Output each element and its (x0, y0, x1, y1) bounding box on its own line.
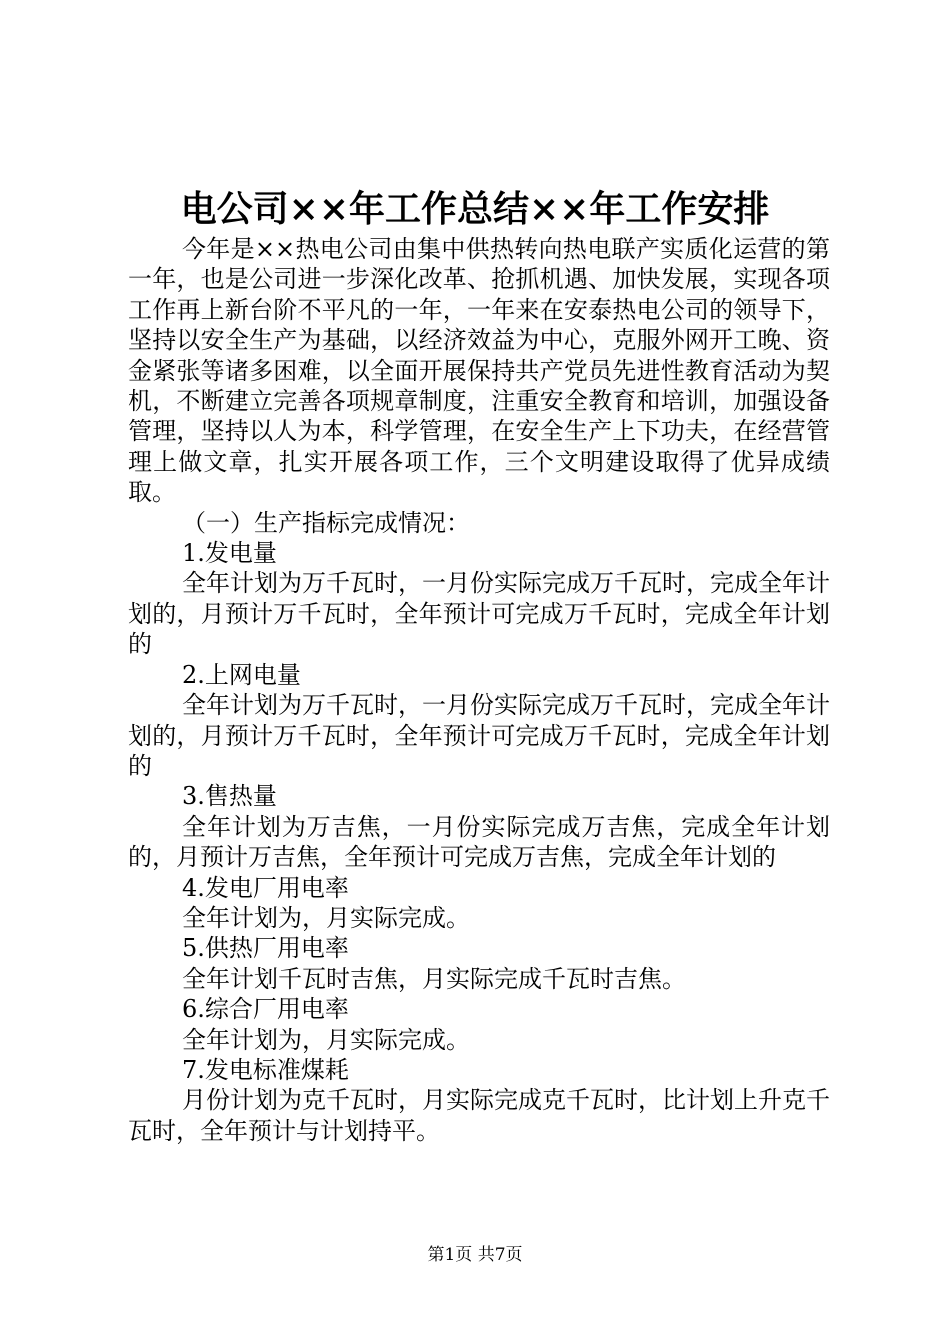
item-heading: 1.发电量 (182, 539, 277, 568)
item-text: 全年计划千瓦时吉焦，月实际完成千瓦时吉焦。 (182, 964, 686, 993)
item-text: 全年计划为万千瓦时，一月份实际完成万千瓦时，完成全年计划的，月预计万千瓦时，全年预计可完成万千瓦时，完成全年计划的 (128, 569, 830, 659)
item-heading: 5.供热厂用电率 (182, 934, 349, 963)
item-text: 全年计划为万吉焦，一月份实际完成万吉焦，完成全年计划的，月预计万吉焦，全年预计可完成万吉焦，完成全年计划的 (128, 812, 830, 872)
document-body (128, 234, 830, 1146)
page-footer: 第1页 共7页 (427, 1245, 523, 1265)
item-text: 全年计划为，月实际完成。 (182, 1025, 470, 1054)
item-heading: 6.综合厂用电率 (182, 995, 349, 1024)
item-heading: 4.发电厂用电率 (182, 873, 349, 902)
document-title: 电公司××年工作总结××年工作安排 (180, 188, 770, 230)
item-heading: 7.发电标准煤耗 (182, 1055, 349, 1084)
intro-paragraph: 今年是××热电公司由集中供热转向热电联产实质化运营的第一年，也是公司进一步深化改革、抢抓机遇、加快发展，实现各项工作再上新台阶不平凡的一年，一年来在安泰热电公司的领导下，坚持以安全生产为基础，以经济效益为中心，克服外网开工晚、资金紧张等诸多困难，以全面开展保持共产党员先进性教育活动为契机，不断建立完善各项规章制度，注重安全教育和培训，加强设备管理，坚持以人为本，科学管理，在安全生产上下功夫，在经营管理上做文章，扎实开展各项工作，三个文明建设取得了优异成绩取。 (128, 235, 830, 507)
item-text: 全年计划为，月实际完成。 (182, 903, 470, 932)
item-heading: 2.上网电量 (182, 660, 301, 689)
item-text: 月份计划为克千瓦时，月实际完成克千瓦时，比计划上升克千瓦时，全年预计与计划持平。 (128, 1086, 830, 1145)
section-heading: （一）生产指标完成情况： (182, 508, 470, 537)
item-text: 全年计划为万千瓦时，一月份实际完成万千瓦时，完成全年计划的，月预计万千瓦时，全年预计可完成万千瓦时，完成全年计划的 (128, 691, 830, 780)
item-heading: 3.售热量 (182, 782, 277, 811)
